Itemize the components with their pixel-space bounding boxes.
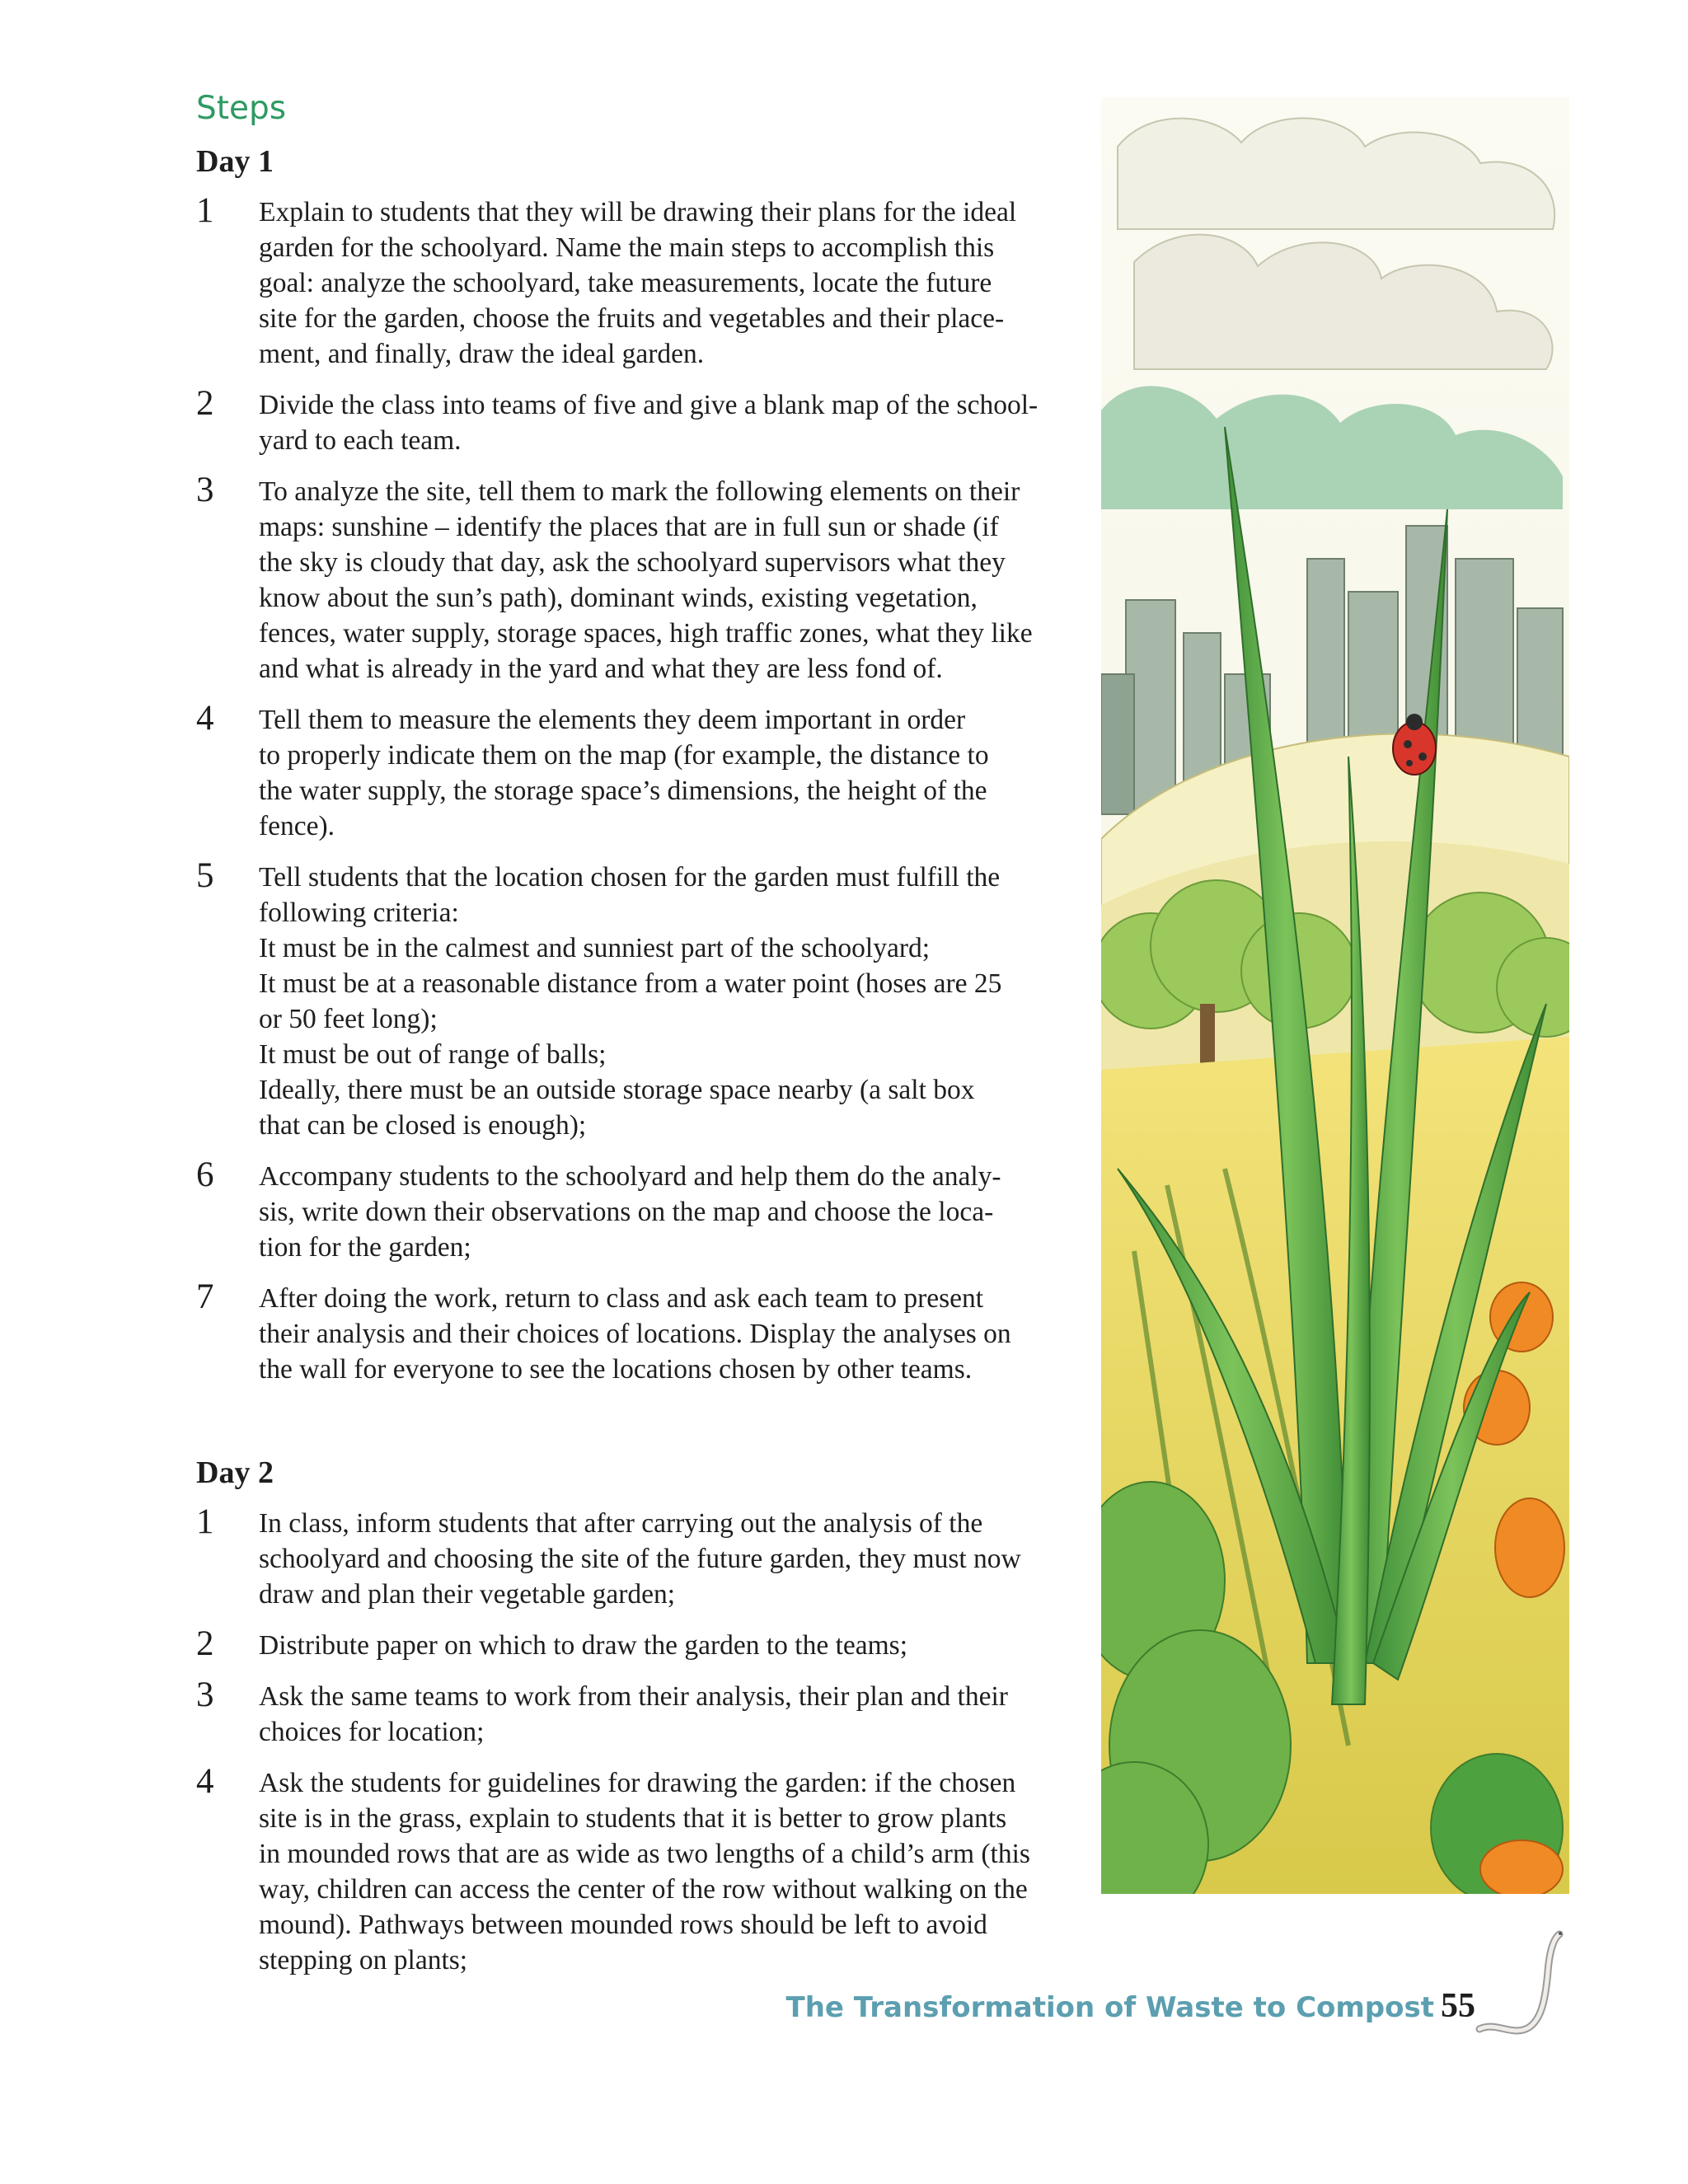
step-line: maps: sunshine – identify the places that are in full sun or shade (if — [259, 512, 999, 542]
step-number: 2 — [196, 1624, 214, 1663]
step-line: stepping on plants; — [259, 1945, 468, 1975]
step-number: 4 — [196, 1762, 214, 1801]
day1-step-5 — [196, 856, 1045, 1143]
step-line: to properly indicate them on the map (for example, the distance to — [259, 740, 989, 771]
step-line: their analysis and their choices of locations. Display the analyses on — [259, 1319, 1011, 1349]
step-number: 3 — [196, 471, 214, 509]
step-line: Divide the class into teams of five and give a blank map of the school- — [259, 390, 1039, 420]
step-line: In class, inform students that after carrying out the analysis of the — [259, 1508, 983, 1539]
step-line: way, children can access the center of the row without walking on the — [259, 1874, 1028, 1905]
step-line: site is in the grass, explain to students that it is better to grow plants — [259, 1803, 1007, 1834]
step-line: that can be closed is enough); — [259, 1110, 587, 1141]
day1-step-1 — [196, 191, 1045, 372]
step-line: garden for the schoolyard. Name the main steps to accomplish this — [259, 232, 995, 263]
step-line: or 50 feet long); — [259, 1004, 438, 1034]
day2-step-4 — [196, 1762, 1045, 1978]
day1-step-2 — [196, 384, 1045, 458]
step-line: site for the garden, choose the fruits and vegetables and their place- — [259, 303, 1005, 334]
step-line: Tell students that the location chosen for the garden must fulfill the — [259, 862, 1001, 893]
day1-step-4 — [196, 699, 1045, 844]
step-number: 6 — [196, 1155, 214, 1194]
step-number: 4 — [196, 699, 214, 738]
day1-step-6 — [196, 1155, 1045, 1265]
step-line: It must be at a reasonable distance from a water point (hoses are 25 — [259, 968, 1002, 999]
step-line: the water supply, the storage space’s dimensions, the height of the — [259, 776, 987, 806]
step-text — [259, 702, 1045, 844]
step-line: ment, and finally, draw the ideal garden. — [259, 339, 705, 369]
step-line: fence). — [259, 811, 335, 841]
step-text — [259, 387, 1045, 458]
step-line: To analyze the site, tell them to mark the following elements on their — [259, 476, 1020, 507]
step-number: 1 — [196, 1502, 214, 1541]
step-text — [259, 860, 1045, 1143]
garden-illustration — [1101, 97, 1569, 1894]
day1-steps-list — [196, 191, 1045, 1387]
page-footer — [785, 1987, 1566, 2054]
step-text — [259, 1506, 1045, 1612]
step-number: 1 — [196, 191, 214, 230]
step-line: Accompany students to the schoolyard and help them do the analy- — [259, 1161, 1001, 1192]
day2-step-1 — [196, 1502, 1045, 1612]
main-text-column — [196, 87, 1045, 1994]
day2-step-2 — [196, 1624, 1045, 1663]
step-line: draw and plan their vegetable garden; — [259, 1579, 676, 1610]
step-line: Ask the same teams to work from their analysis, their plan and their — [259, 1681, 1008, 1712]
day2-section — [196, 1451, 1045, 1978]
step-line: goal: analyze the schoolyard, take measurements, locate the future — [259, 268, 992, 298]
day1-step-3 — [196, 471, 1045, 687]
worm-icon — [1475, 1922, 1566, 2046]
step-line: Explain to students that they will be drawing their plans for the ideal — [259, 197, 1017, 227]
step-line: the wall for everyone to see the locations chosen by other teams. — [259, 1354, 973, 1385]
day2-steps-list — [196, 1502, 1045, 1978]
step-line: mound). Pathways between mounded rows should be left to avoid — [259, 1910, 987, 1940]
step-line: It must be out of range of balls; — [259, 1039, 607, 1070]
day1-step-7 — [196, 1277, 1045, 1387]
step-line: know about the sun’s path), dominant winds, existing vegetation, — [259, 583, 978, 613]
step-line: It must be in the calmest and sunniest part of the schoolyard; — [259, 933, 931, 963]
step-line: Ask the students for guidelines for drawing the garden: if the chosen — [259, 1768, 1016, 1798]
step-line: Ideally, there must be an outside storage space nearby (a salt box — [259, 1075, 975, 1105]
step-number: 7 — [196, 1277, 214, 1316]
step-text — [259, 194, 1045, 372]
step-number: 5 — [196, 856, 214, 895]
step-line: fences, water supply, storage spaces, high traffic zones, what they like — [259, 618, 1033, 649]
step-text — [259, 1679, 1045, 1750]
step-line: following criteria: — [259, 898, 459, 928]
step-line: schoolyard and choosing the site of the future garden, they must now — [259, 1544, 1021, 1574]
day1-section — [196, 140, 1045, 1387]
day2-step-3 — [196, 1675, 1045, 1750]
step-line: yard to each team. — [259, 425, 462, 456]
step-text — [259, 1281, 1045, 1387]
footer-chapter-title: The Transformation of Waste to Compost — [785, 1991, 1434, 2024]
step-line: Distribute paper on which to draw the garden to the teams; — [259, 1630, 908, 1661]
day2-heading: Day 2 — [196, 1455, 274, 1490]
day1-heading: Day 1 — [196, 144, 274, 179]
page-number: 55 — [1441, 1987, 1475, 2025]
step-line: and what is already in the yard and what they are less fond of. — [259, 654, 943, 684]
step-line: the sky is cloudy that day, ask the schoolyard supervisors what they — [259, 547, 1006, 578]
step-line: choices for location; — [259, 1717, 485, 1747]
step-text — [259, 474, 1045, 687]
section-title: Steps — [196, 90, 287, 127]
step-line: sis, write down their observations on the map and choose the loca- — [259, 1197, 994, 1227]
step-line: After doing the work, return to class and ask each team to present — [259, 1283, 984, 1314]
step-text — [259, 1159, 1045, 1265]
step-line: tion for the garden; — [259, 1232, 471, 1263]
step-number: 3 — [196, 1675, 214, 1714]
step-line: Tell them to measure the elements they deem important in order — [259, 705, 966, 735]
step-text — [259, 1765, 1045, 1978]
garden-illustration-svg — [1101, 97, 1569, 1894]
step-line: in mounded rows that are as wide as two lengths of a child’s arm (this — [259, 1839, 1030, 1869]
step-text — [259, 1628, 1045, 1663]
step-number: 2 — [196, 384, 214, 423]
